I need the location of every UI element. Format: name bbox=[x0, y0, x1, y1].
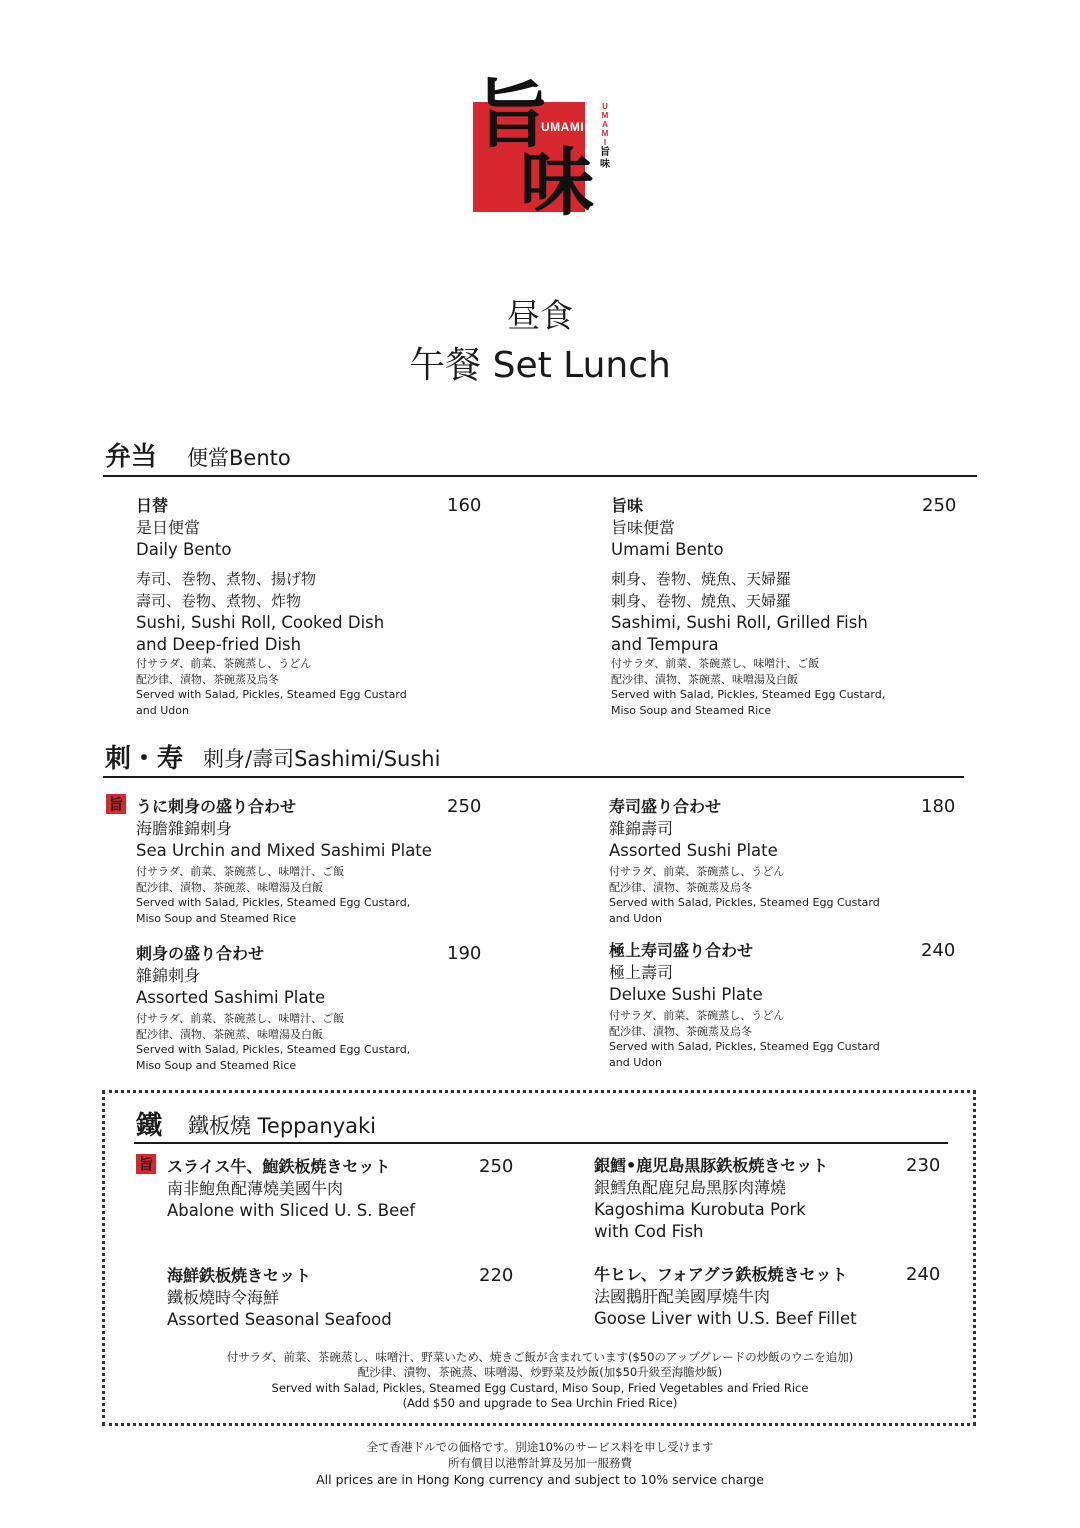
item-name-en: with Cod Fish bbox=[594, 1222, 704, 1241]
item-price: 190 bbox=[447, 943, 482, 964]
item-name-en: Goose Liver with U.S. Beef Fillet bbox=[594, 1309, 857, 1328]
logo-kanji-umami-1: 旨 bbox=[475, 72, 549, 158]
item-served-en: Served with Salad, Pickles, Steamed Egg Custard bbox=[609, 1040, 880, 1053]
section-heading-sashimi: 刺・寿 bbox=[105, 744, 184, 774]
item-price: 180 bbox=[921, 796, 956, 817]
section-divider bbox=[134, 1142, 948, 1144]
item-desc-zh: 壽司、卷物、煮物、炸物 bbox=[136, 592, 302, 610]
item-name-zh: 南非鮑魚配薄燒美國牛肉 bbox=[167, 1179, 344, 1198]
item-served-en: and Udon bbox=[609, 911, 662, 925]
umami-recommend-stamp-icon: 旨 bbox=[136, 1154, 156, 1174]
logo-vertical-letter: M bbox=[601, 129, 609, 138]
item-name-zh: 是日便當 bbox=[136, 518, 201, 537]
item-name-jp: 旨味 bbox=[611, 496, 644, 515]
logo-vertical-letter: M bbox=[601, 111, 609, 120]
menu-item-sea-urchin-sashimi bbox=[136, 796, 481, 926]
item-served-en: Served with Salad, Pickles, Steamed Egg Custard, bbox=[136, 1043, 411, 1056]
item-served-zh: 配沙律、漬物、茶碗蒸、味噌湯及白飯 bbox=[136, 880, 323, 894]
item-served-zh: 配沙律、漬物、茶碗蒸、味噌湯及白飯 bbox=[611, 672, 798, 686]
logo-kanji-umami-2: 味 bbox=[520, 140, 594, 226]
menu-item-abalone-beef bbox=[167, 1156, 497, 1222]
item-price: 250 bbox=[922, 495, 957, 516]
page-title-jp: 昼食 bbox=[507, 296, 573, 335]
item-name-jp: うに刺身の盛り合わせ bbox=[136, 797, 297, 816]
section-subheading-teppanyaki: 鐵板燒 Teppanyaki bbox=[188, 1114, 376, 1138]
item-price: 160 bbox=[447, 495, 482, 516]
item-served-en: and Udon bbox=[136, 703, 189, 717]
item-served-en: Served with Salad, Pickles, Steamed Egg Custard, bbox=[611, 688, 886, 701]
item-desc-zh: 刺身、卷物、燒魚、天婦羅 bbox=[611, 592, 792, 610]
item-name-zh: 旨味便當 bbox=[611, 518, 676, 537]
item-served-en: Served with Salad, Pickles, Steamed Egg Custard bbox=[609, 896, 880, 909]
item-served-jp: 付サラダ、前菜、茶碗蒸し、味噌汁、ご飯 bbox=[136, 1012, 345, 1025]
item-served-en: Served with Salad, Pickles, Steamed Egg Custard, bbox=[136, 896, 411, 909]
item-served-en: Served with Salad, Pickles, Steamed Egg Custard bbox=[136, 688, 407, 701]
item-name-jp: 刺身の盛り合わせ bbox=[136, 944, 265, 963]
logo-vertical-letter: A bbox=[602, 120, 608, 129]
item-name-jp: スライス牛、鮑鉄板焼きセット bbox=[167, 1157, 391, 1176]
section-subheading-bento: 便當Bento bbox=[187, 446, 291, 470]
item-served-en: Miso Soup and Steamed Rice bbox=[611, 703, 772, 717]
logo-vertical-letter: I bbox=[603, 138, 607, 147]
item-name-en: Daily Bento bbox=[136, 540, 232, 559]
item-served-jp: 付サラダ、前菜、茶碗蒸し、味噌汁、ご飯 bbox=[136, 865, 345, 878]
teppanyaki-note-jp: 付サラダ、前菜、茶碗蒸し、味噌汁、野菜いため、焼きご飯が含まれています($50のアップグレードの炒飯のウニを追加) bbox=[226, 1350, 854, 1364]
item-name-en: Sea Urchin and Mixed Sashimi Plate bbox=[136, 841, 432, 860]
logo-vertical-kanji: 味 bbox=[600, 159, 610, 170]
item-name-en: Assorted Sushi Plate bbox=[609, 841, 778, 860]
item-desc-jp: 刺身、巻物、焼魚、天婦羅 bbox=[611, 570, 792, 588]
item-name-zh: 鐵板燒時令海鮮 bbox=[167, 1288, 280, 1307]
item-served-zh: 配沙律、漬物、茶碗蒸及烏冬 bbox=[609, 1024, 752, 1038]
menu-item-assorted-sushi bbox=[609, 796, 954, 926]
item-served-zh: 配沙律、漬物、茶碗蒸及烏冬 bbox=[609, 880, 752, 894]
logo-wordmark: UMAMI bbox=[541, 120, 585, 134]
umami-recommend-stamp-icon: 旨 bbox=[106, 794, 126, 814]
section-heading-teppanyaki: 鐵 bbox=[136, 1111, 163, 1141]
logo-vertical-letter: U bbox=[602, 102, 608, 111]
item-served-jp: 付サラダ、前菜、茶碗蒸し、味噌汁、ご飯 bbox=[611, 657, 820, 670]
item-price: 250 bbox=[447, 796, 482, 817]
item-name-jp: 寿司盛り合わせ bbox=[609, 797, 722, 816]
item-name-jp: 牛ヒレ、フォアグラ鉄板焼きセット bbox=[594, 1265, 848, 1284]
menu-item-assorted-sashimi bbox=[136, 943, 481, 1073]
footer-note-en: All prices are in Hong Kong currency and subject to 10% service charge bbox=[316, 1472, 764, 1487]
section-divider bbox=[103, 776, 964, 778]
item-desc-en: Sushi, Sushi Roll, Cooked Dish bbox=[136, 613, 385, 632]
item-price: 240 bbox=[921, 940, 956, 961]
item-desc-en: and Tempura bbox=[611, 635, 719, 654]
item-name-zh: 雜錦刺身 bbox=[136, 966, 201, 985]
section-heading-bento: 弁当 bbox=[105, 442, 158, 472]
page-title: 午餐 Set Lunch bbox=[409, 345, 671, 386]
section-subheading-sashimi: 刺身/壽司Sashimi/Sushi bbox=[203, 747, 441, 771]
logo-vertical-text bbox=[598, 102, 612, 171]
item-name-zh: 海膽雜錦刺身 bbox=[136, 819, 233, 838]
item-served-zh: 配沙律、漬物、茶碗蒸、味噌湯及白飯 bbox=[136, 1027, 323, 1041]
teppanyaki-note-en-upgrade: (Add $50 and upgrade to Sea Urchin Fried Rice) bbox=[402, 1396, 678, 1410]
item-name-zh: 極上壽司 bbox=[609, 963, 674, 982]
item-served-jp: 付サラダ、前菜、茶碗蒸し、うどん bbox=[609, 1009, 785, 1022]
item-name-jp: 海鮮鉄板焼きセット bbox=[167, 1266, 312, 1285]
menu-item-deluxe-sushi bbox=[609, 940, 954, 1070]
menu-item-umami-bento bbox=[611, 495, 956, 718]
item-name-zh: 法國鵝肝配美國厚燒牛肉 bbox=[594, 1287, 771, 1306]
item-name-en: Abalone with Sliced U. S. Beef bbox=[167, 1201, 416, 1220]
item-served-en: Miso Soup and Steamed Rice bbox=[136, 1058, 297, 1072]
item-desc-en: Sashimi, Sushi Roll, Grilled Fish bbox=[611, 613, 868, 632]
item-served-en: Miso Soup and Steamed Rice bbox=[136, 911, 297, 925]
menu-item-foie-gras-beef bbox=[594, 1264, 924, 1330]
item-name-en: Deluxe Sushi Plate bbox=[609, 985, 763, 1004]
footer-note-zh: 所有價目以港幣計算及另加一服務費 bbox=[448, 1456, 632, 1470]
item-name-jp: 日替 bbox=[136, 496, 169, 515]
item-served-jp: 付サラダ、前菜、茶碗蒸し、うどん bbox=[136, 657, 312, 670]
item-price: 240 bbox=[906, 1264, 941, 1285]
menu-item-cod-kurobuta bbox=[594, 1155, 924, 1243]
item-name-en: Umami Bento bbox=[611, 540, 724, 559]
item-served-zh: 配沙律、漬物、茶碗蒸及烏冬 bbox=[136, 672, 279, 686]
item-name-zh: 銀鱈魚配鹿兒島黑豚肉薄燒 bbox=[594, 1178, 787, 1197]
item-served-en: and Udon bbox=[609, 1055, 662, 1069]
item-name-jp: 極上寿司盛り合わせ bbox=[609, 941, 754, 960]
logo-vertical-kanji: 旨 bbox=[600, 147, 610, 158]
item-price: 220 bbox=[479, 1265, 514, 1286]
item-price: 230 bbox=[906, 1155, 941, 1176]
item-desc-en: and Deep-fried Dish bbox=[136, 635, 302, 654]
teppanyaki-note-en: Served with Salad, Pickles, Steamed Egg Custard, Miso Soup, Fried Vegetables and Fried Rice bbox=[271, 1381, 809, 1395]
menu-item-daily-bento bbox=[136, 495, 481, 718]
item-name-en: Kagoshima Kurobuta Pork bbox=[594, 1200, 806, 1219]
item-price: 250 bbox=[479, 1156, 514, 1177]
item-name-en: Assorted Seasonal Seafood bbox=[167, 1310, 392, 1329]
footer-note-jp: 全て香港ドルでの価格です。別途10%のサービス料を申し受けます bbox=[366, 1440, 714, 1454]
menu-item-seafood bbox=[167, 1265, 497, 1331]
item-desc-jp: 寿司、巻物、煮物、揚げ物 bbox=[136, 570, 317, 588]
item-name-zh: 雜錦壽司 bbox=[609, 819, 674, 838]
item-name-en: Assorted Sashimi Plate bbox=[136, 988, 326, 1007]
teppanyaki-note-zh: 配沙律、漬物、茶碗蒸、味噌湯、炒野菜及炒飯(加$50升級至海膽炒飯) bbox=[357, 1365, 723, 1379]
item-name-jp: 銀鱈•鹿児島黒豚鉄板焼きセット bbox=[594, 1156, 829, 1175]
item-served-jp: 付サラダ、前菜、茶碗蒸し、うどん bbox=[609, 865, 785, 878]
section-divider bbox=[103, 475, 977, 477]
